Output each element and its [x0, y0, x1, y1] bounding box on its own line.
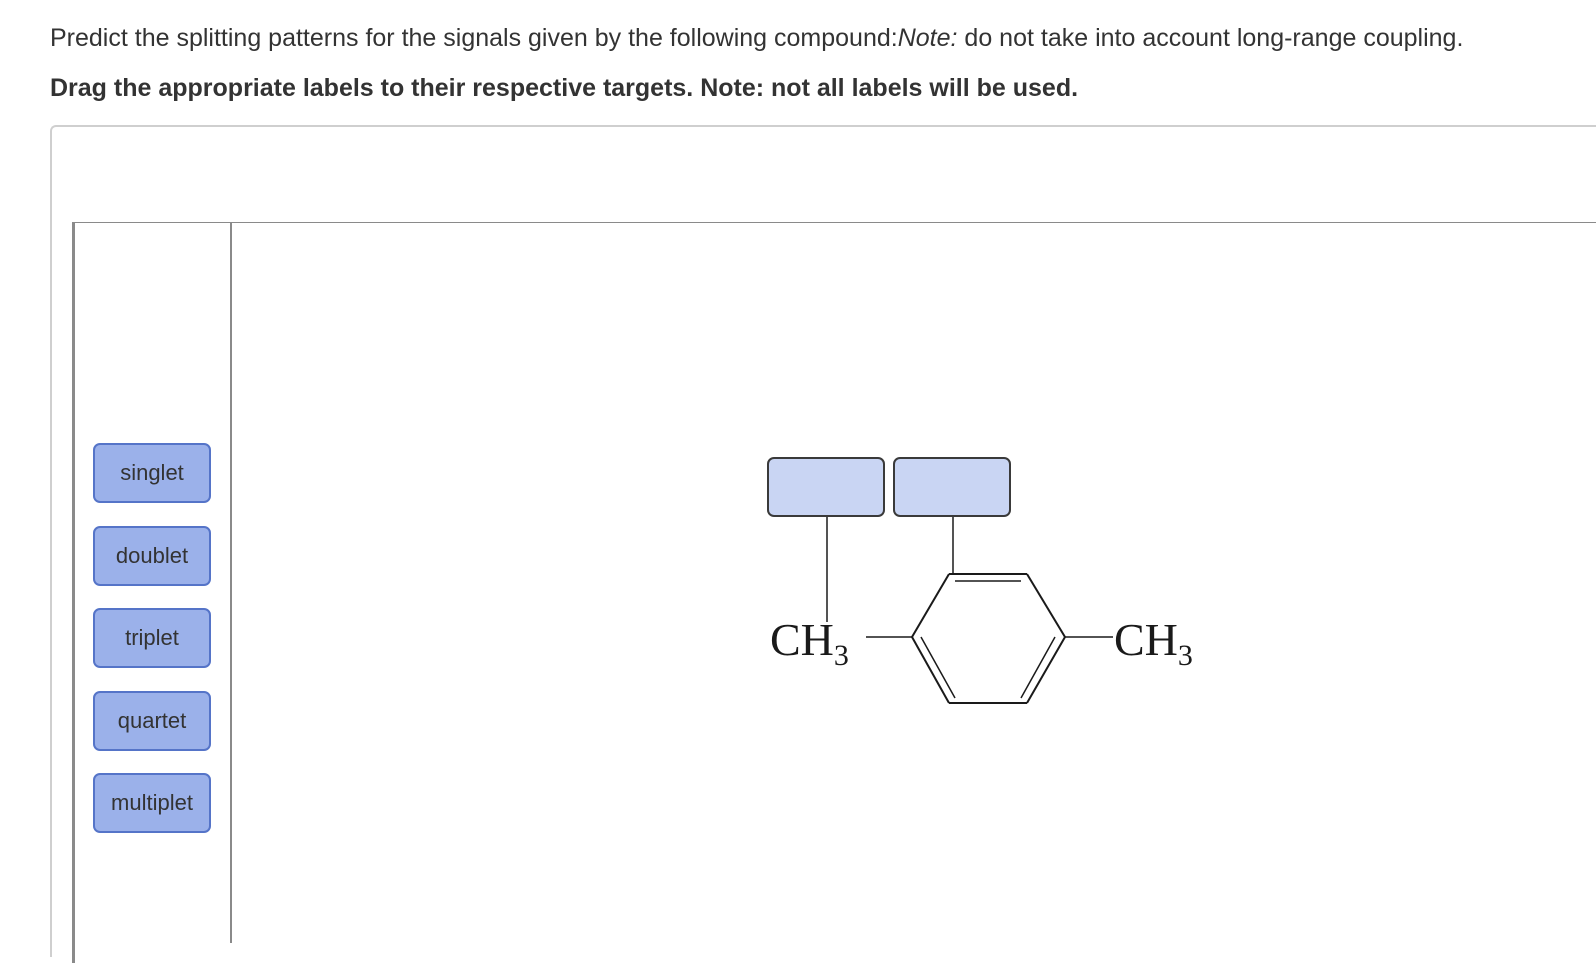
label-triplet[interactable]: triplet [93, 608, 211, 668]
label-doublet[interactable]: doublet [93, 526, 211, 586]
drop-target-methyl[interactable] [767, 457, 885, 517]
note-text: do not take into account long-range coupling. [957, 24, 1464, 52]
right-methyl-label: $CH_3$ [1114, 614, 1193, 672]
note-label: Note: [897, 24, 958, 52]
benzene-ring [912, 574, 1065, 703]
label-quartet[interactable]: quartet [93, 691, 211, 751]
question-prefix: Predict the splitting patterns for the signals given by the following compound: [50, 24, 898, 52]
drop-target-aromatic[interactable] [893, 457, 1011, 517]
label-palette-divider [230, 223, 232, 943]
label-multiplet[interactable]: multiplet [93, 773, 211, 833]
left-methyl-label: $CH_3$ [770, 614, 849, 672]
question-text [50, 24, 1463, 53]
molecule-structure [740, 510, 1240, 720]
label-singlet[interactable]: singlet [93, 443, 211, 503]
drag-instructions: Drag the appropriate labels to their respective targets. Note: not all labels will be used. [50, 74, 1079, 102]
